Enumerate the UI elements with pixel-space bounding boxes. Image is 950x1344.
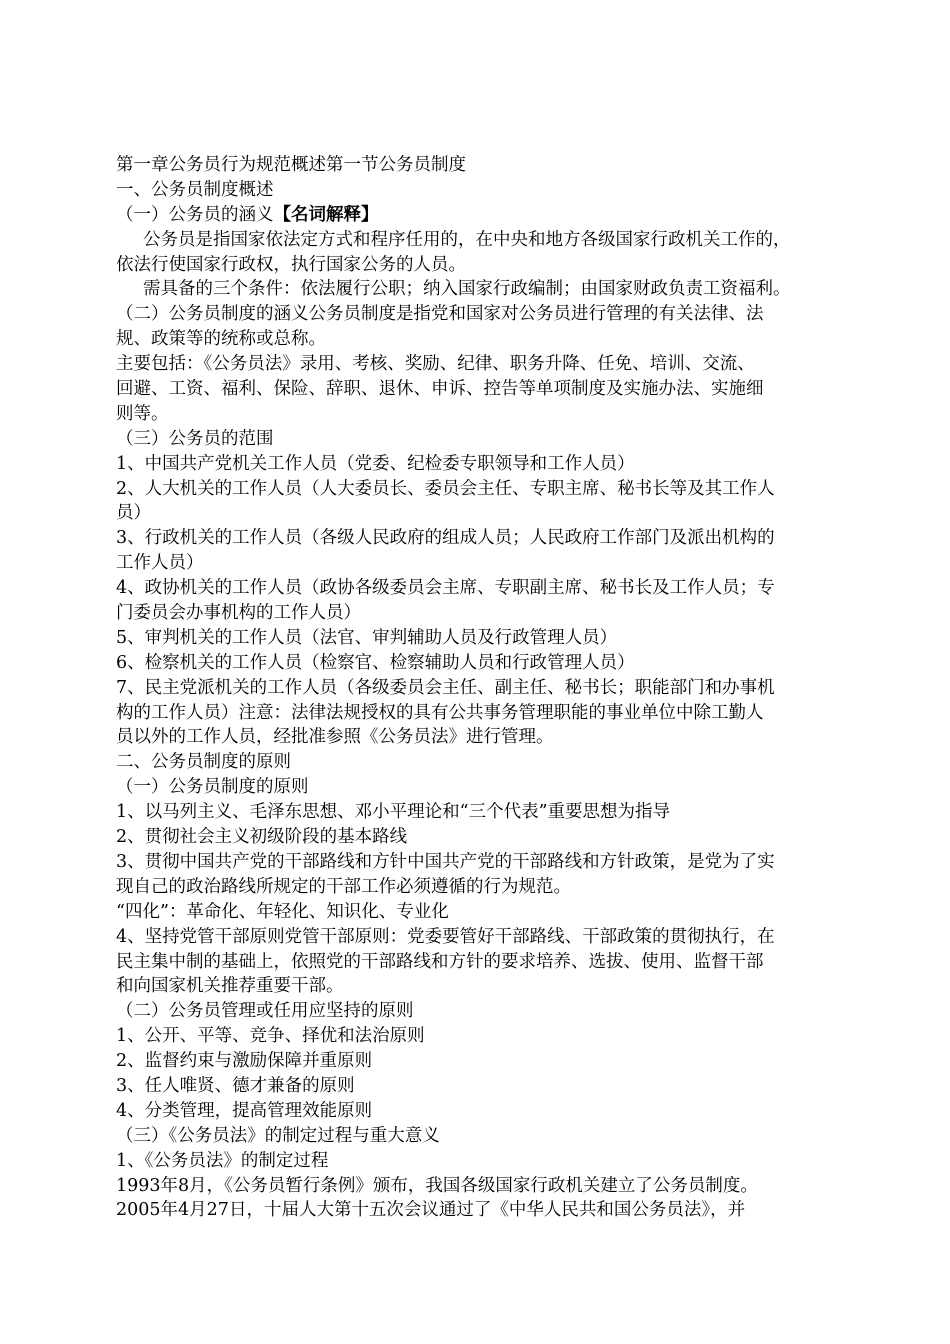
list-item: 构的工作人员）注意：法律法规授权的具有公共事务管理职能的事业单位中除工勤人 — [116, 702, 764, 723]
paragraph-line: 则等。 — [116, 403, 169, 424]
list-item: 6、检察机关的工作人员（检察官、检察辅助人员和行政管理人员） — [116, 652, 635, 673]
list-item: 1、以马列主义、毛泽东思想、邓小平理论和“三个代表”重要思想为指导 — [116, 802, 671, 823]
list-item: 员以外的工作人员，经批准参照《公务员法》进行管理。 — [116, 727, 554, 748]
list-item: 1、中国共产党机关工作人员（党委、纪检委专职领导和工作人员） — [116, 453, 635, 474]
section-heading: 二、公务员制度的原则 — [116, 752, 291, 773]
list-item: 3、贯彻中国共产党的干部路线和方针中国共产党的干部路线和方针政策，是党为了实 — [116, 851, 775, 872]
list-item: 1、《公务员法》的制定过程 — [116, 1150, 329, 1171]
list-item: 工作人员） — [116, 553, 204, 574]
section-heading: 一、公务员制度概述 — [116, 179, 274, 200]
list-item: 7、民主党派机关的工作人员（各级委员会主任、副主任、秘书长；职能部门和办事机 — [116, 677, 775, 698]
list-item: 3、行政机关的工作人员（各级人民政府的组成人员；人民政府工作部门及派出机构的 — [116, 528, 775, 549]
paragraph-line: 回避、工资、福利、保险、辞职、退休、申诉、控告等单项制度及实施办法、实施细 — [116, 379, 764, 400]
paragraph-line: 公务员是指国家依法定方式和程序任用的，在中央和地方各级国家行政机关工作的， — [143, 229, 791, 250]
subsection-heading: （一）公务员制度的原则 — [116, 777, 309, 798]
paragraph-line: （二）公务员制度的涵义公务员制度是指党和国家对公务员进行管理的有关法律、法 — [116, 304, 764, 325]
list-item: 2、贯彻社会主义初级阶段的基本路线 — [116, 827, 408, 848]
subsection-heading: （二）公务员管理或任用应坚持的原则 — [116, 1001, 414, 1022]
paragraph-line: 依法行使国家行政权，执行国家公务的人员。 — [116, 254, 466, 275]
paragraph-line: 规、政策等的统称或总称。 — [116, 329, 326, 350]
subsection-heading — [116, 203, 846, 228]
list-item: 3、任人唯贤、德才兼备的原则 — [116, 1075, 355, 1096]
list-item: 和向国家机关推荐重要干部。 — [116, 976, 344, 997]
list-item: 门委员会办事机构的工作人员） — [116, 603, 361, 624]
list-item: 2、监督约束与激励保障并重原则 — [116, 1051, 373, 1072]
list-item: 2、人大机关的工作人员（人大委员长、委员会主任、专职主席、秘书长等及其工作人 — [116, 478, 775, 499]
subsection-heading-text: （一）公务员的涵义 — [116, 204, 274, 225]
list-item: 现自己的政治路线所规定的干部工作必须遵循的行为规范。 — [116, 876, 571, 897]
subsection-heading: （三）公务员的范围 — [116, 428, 274, 449]
list-item: 民主集中制的基础上，依照党的干部路线和方针的要求培养、选拔、使用、监督干部 — [116, 951, 764, 972]
paragraph-line: 主要包括：《公务员法》录用、考核、奖励、纪律、职务升降、任免、培训、交流、 — [116, 354, 755, 375]
list-item: 4、政协机关的工作人员（政协各级委员会主席、专职副主席、秘书长及工作人员；专 — [116, 578, 775, 599]
document-body — [116, 153, 846, 1223]
list-item: 1、公开、平等、竞争、择优和法治原则 — [116, 1026, 425, 1047]
term-tag: 【名词解释】 — [273, 204, 379, 225]
paragraph-line: “四化”：革命化、年轻化、知识化、专业化 — [116, 901, 449, 922]
list-item: 5、审判机关的工作人员（法官、审判辅助人员及行政管理人员） — [116, 627, 618, 648]
paragraph-line: 需具备的三个条件：依法履行公职；纳入国家行政编制；由国家财政负责工资福利。 — [143, 279, 791, 300]
paragraph-line: 1993年8月，《公务员暂行条例》颁布，我国各级国家行政机关建立了公务员制度。 — [116, 1175, 758, 1196]
subsection-heading: （三）《公务员法》的制定过程与重大意义 — [116, 1125, 440, 1146]
list-item: 4、分类管理，提高管理效能原则 — [116, 1100, 373, 1121]
list-item: 4、坚持党管干部原则党管干部原则：党委要管好干部路线、干部政策的贯彻执行，在 — [116, 926, 775, 947]
list-item: 员） — [116, 503, 151, 524]
chapter-title: 第一章公务员行为规范概述第一节公务员制度 — [116, 155, 466, 175]
paragraph-line: 2005年4月27日，十届人大第十五次会议通过了《中华人民共和国公务员法》，并 — [116, 1200, 746, 1221]
